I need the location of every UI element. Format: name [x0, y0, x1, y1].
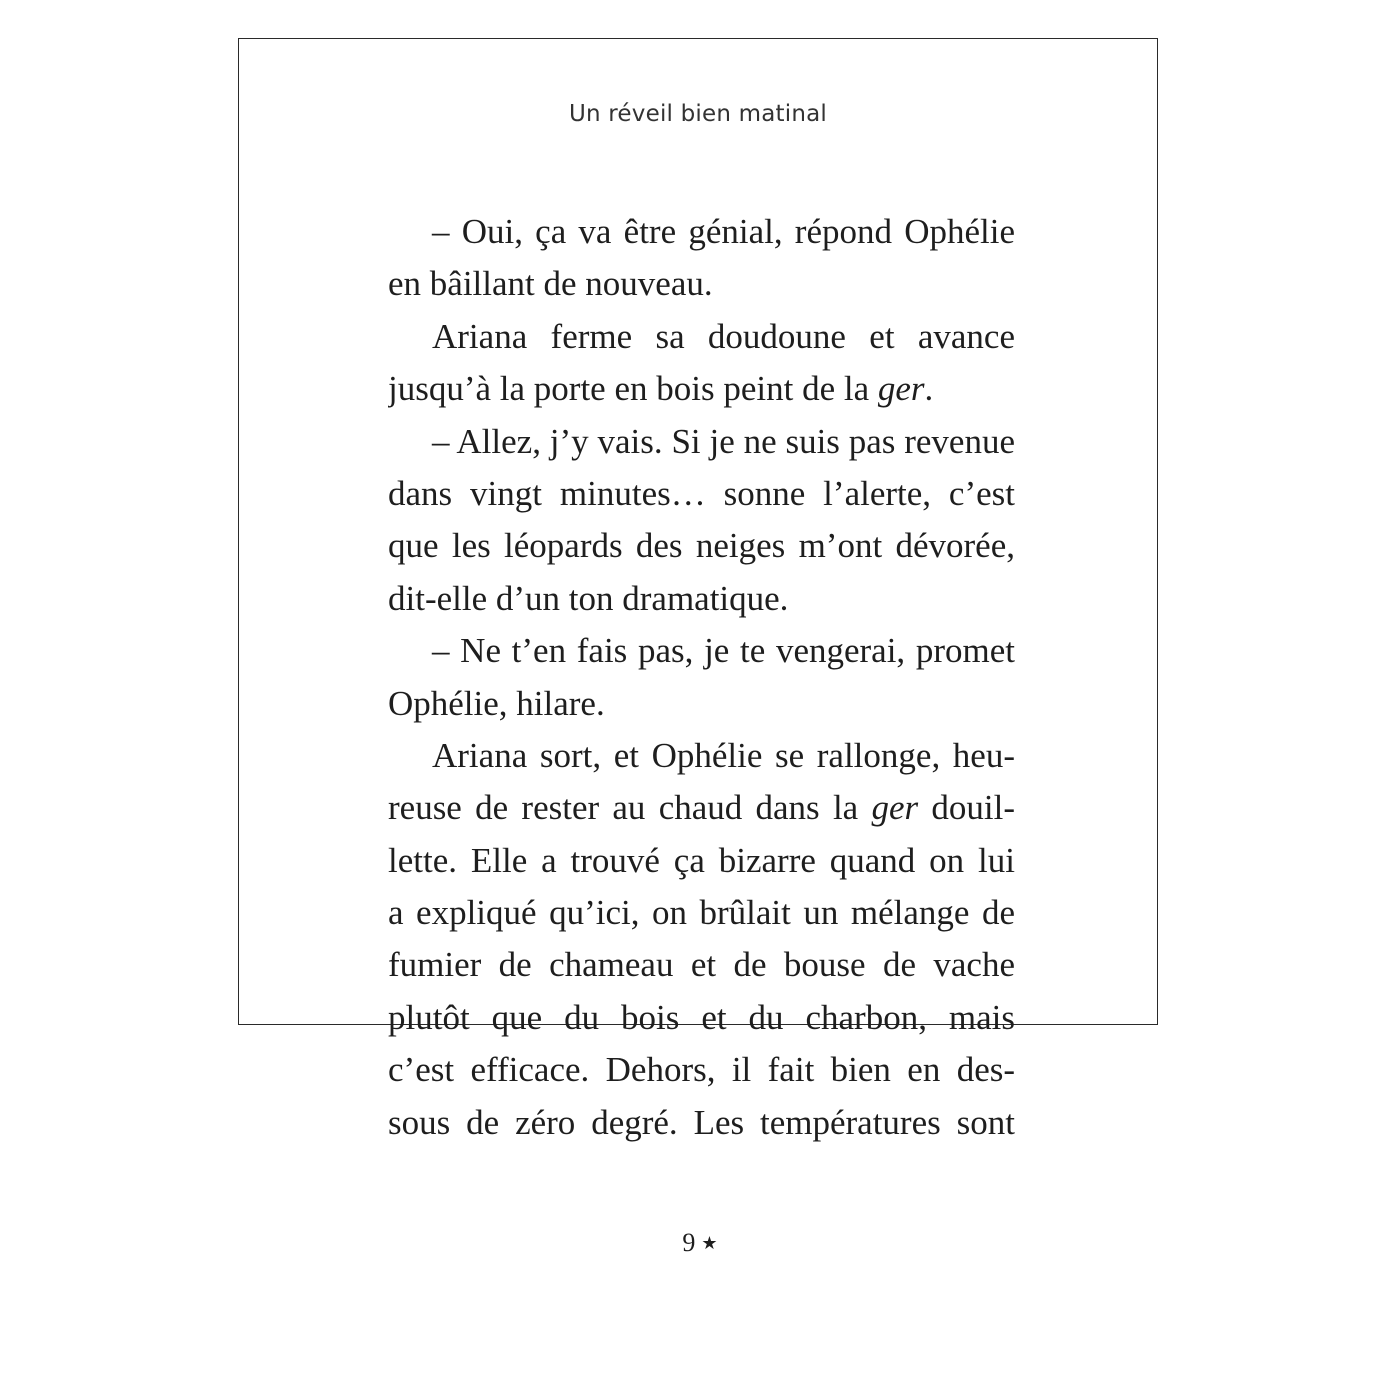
text-line	[388, 363, 1015, 415]
text-line	[388, 782, 1015, 834]
text-line: – Ne t’en fais pas, je te vengerai, promet	[432, 631, 1015, 671]
page-number: 9	[682, 1228, 696, 1257]
text-line: fumier de chameau et de bouse de vache	[388, 945, 1015, 985]
italic-word: ger	[871, 788, 919, 828]
text-line: lette. Elle a trouvé ça bizarre quand on lui	[388, 840, 1015, 880]
text-line: que les léopards des neiges m’ont dévorée,	[388, 526, 1015, 566]
text-segment: reuse de rester au chaud dans la	[388, 788, 872, 828]
text-line: Ariana ferme sa doudoune et avance	[432, 316, 1015, 356]
page-folio	[0, 1228, 1400, 1258]
text-line: – Allez, j’y vais. Si je ne suis pas revenue	[432, 421, 1015, 461]
star-icon: ★	[701, 1233, 718, 1253]
italic-word: ger	[877, 369, 925, 409]
body-text	[388, 206, 1015, 1149]
text-line: Ophélie, hilare.	[388, 683, 605, 723]
text-line: en bâillant de nouveau.	[388, 264, 713, 304]
text-segment: douil-	[918, 788, 1015, 828]
text-line: a expliqué qu’ici, on brûlait un mélange de	[388, 893, 1015, 933]
text-segment: jusqu’à la porte en bois peint de la	[388, 369, 878, 409]
running-head: Un réveil bien matinal	[568, 101, 828, 127]
text-line: dit-elle d’un ton dramatique.	[388, 578, 789, 618]
book-page	[238, 38, 1158, 1142]
text-segment: .	[924, 369, 934, 409]
text-line: Ariana sort, et Ophélie se rallonge, heu-	[432, 735, 1015, 775]
text-line: dans vingt minutes… sonne l’alerte, c’est	[388, 473, 1015, 513]
text-line: sous de zéro degré. Les températures sont	[388, 1102, 1015, 1142]
text-line: plutôt que du bois et du charbon, mais	[388, 997, 1015, 1037]
text-line: c’est efficace. Dehors, il fait bien en des-	[388, 1050, 1015, 1090]
text-line: – Oui, ça va être génial, répond Ophélie	[432, 212, 1015, 251]
